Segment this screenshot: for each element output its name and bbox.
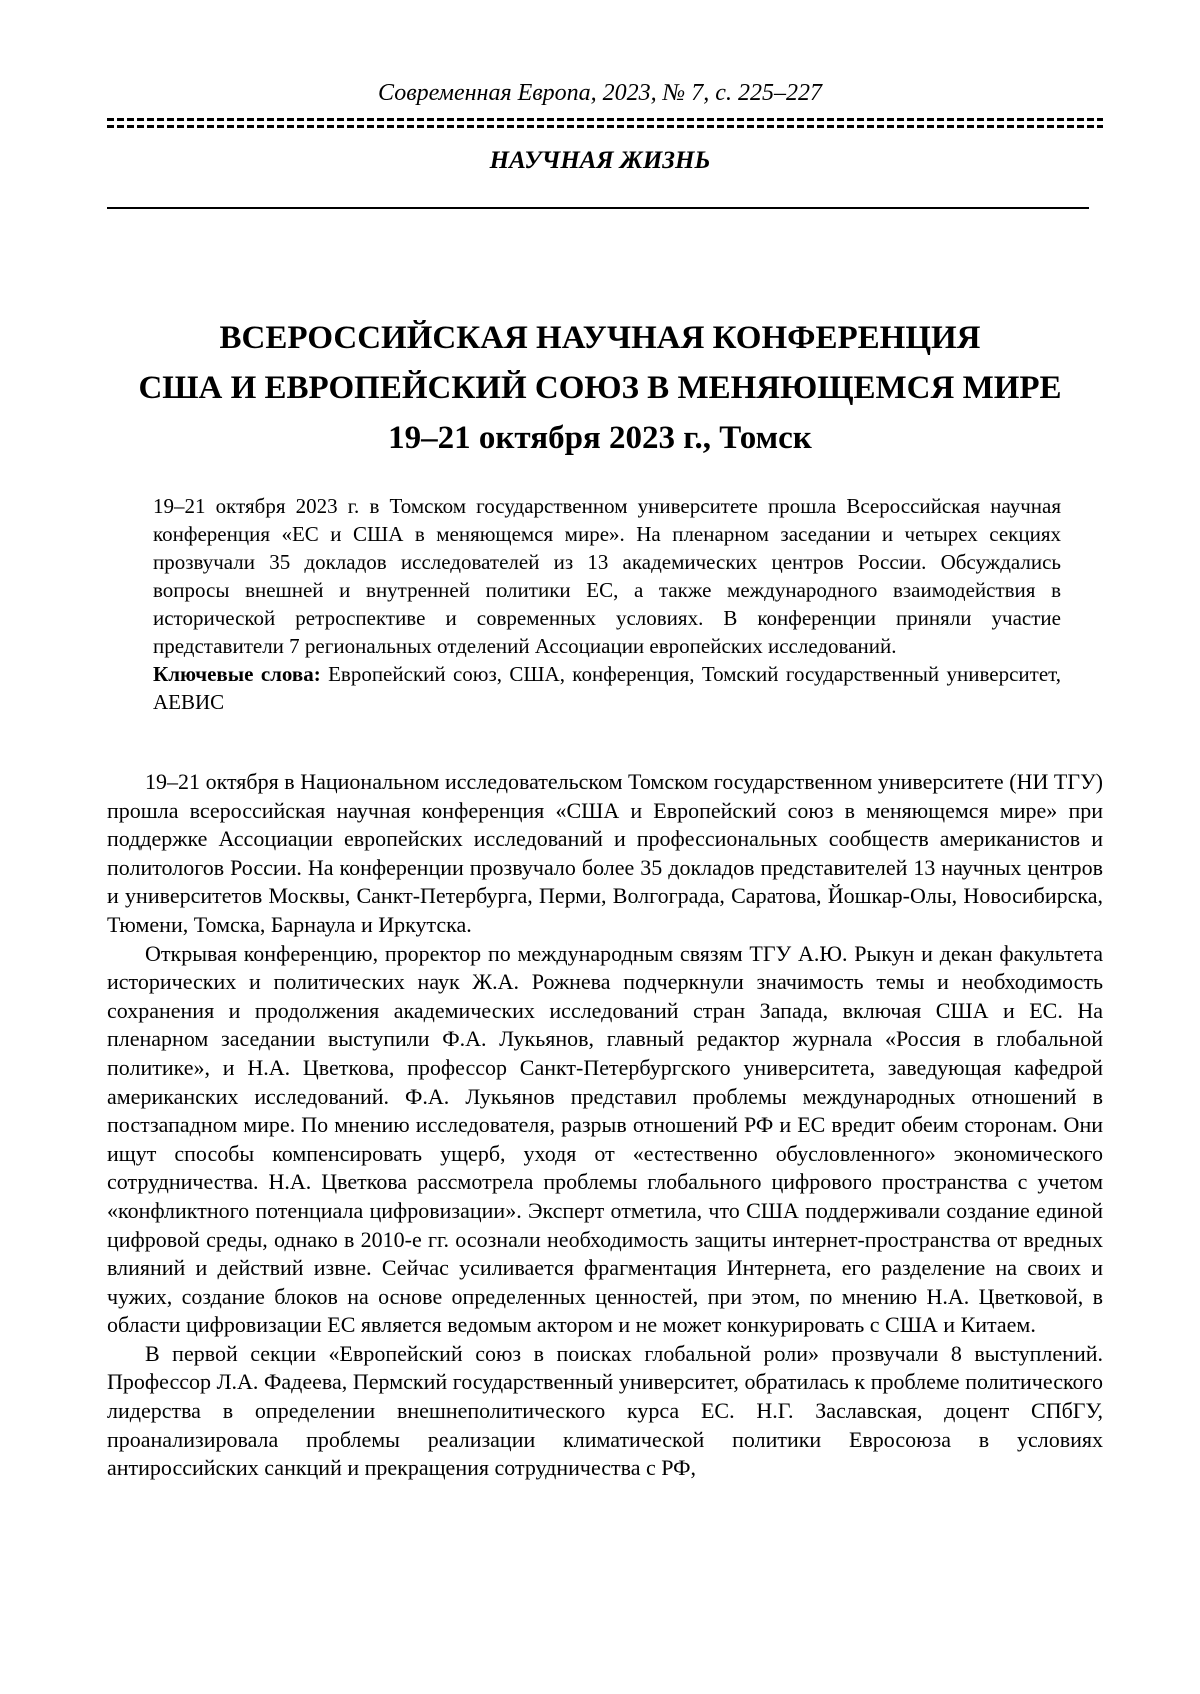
keywords-label: Ключевые слова: bbox=[153, 662, 321, 686]
body-paragraph-3: В первой секции «Европейский союз в поисках глобальной роли» прозвучали 8 выступлений. Профессор Л.А. Фадеева, Пермский государственный университет, обратилась к проблеме политического лидерства в определении внешнеполитического курса ЕС. Н.Г. Заславская, доцент СПбГУ, проанализировала проблемы реализации климатической политики Евросоюза в условиях антироссийских санкций и прекращения сотрудничества с РФ, bbox=[107, 1340, 1103, 1481]
header-double-rule bbox=[107, 116, 1103, 130]
body-paragraph-1: 19–21 октября в Национальном исследовательском Томском государственном университете (НИ ТГУ) прошла всероссийская научная конференция «США и Европейский союз в меняющемся мире» при поддержке Ассоциации европейских исследований и профессиональных сообществ американистов и политологов России. На конференции прозвучало более 35 докладов представителей 13 научных центров и университетов Москвы, Санкт-Петербурга, Перми, Волгограда, Саратова, Йошкар-Олы, Новосибирска, Тюмени, Томска, Барнаула и Иркутска. bbox=[107, 769, 1103, 937]
body-paragraph-2: Открывая конференцию, проректор по международным связям ТГУ А.Ю. Рыкун и декан факультета исторических и политических наук Ж.А. Рожнева подчеркнули значимость темы и необходимость сохранения и продолжения академических исследований стран Запада, включая США и ЕС. На пленарном заседании выступили Ф.А. Лукьянов, главный редактор журнала «Россия в глобальной политике», и Н.А. Цветкова, профессор Санкт-Петербургского университета, заведующая кафедрой американских исследований. Ф.А. Лукьянов представил проблемы международных отношений в постзападном мире. По мнению исследователя, разрыв отношений РФ и ЕС вредит обеим сторонам. Они ищут способы компенсировать ущерб, уходя от «естественно обусловленного» экономического сотрудничества. Н.А. Цветкова рассмотрела проблемы глобального цифрового пространства с учетом «конфликтного потенциала цифровизации». Эксперт отметила, что США поддерживали создание единой цифровой среды, однако в 2010-е гг. осознали необходимость защиты интернет-пространства от вредных влияний и действий извне. Сейчас усиливается фрагментация Интернета, его разделение на своих и чужих, создание блоков на основе определенных ценностей, при этом, по мнению Н.А. Цветковой, в области цифровизации ЕС является ведомым актором и не может конкурировать с США и Китаем. bbox=[107, 940, 1103, 1338]
journal-reference: Современная Европа, 2023, № 7, с. 225–227 bbox=[378, 80, 822, 106]
section-divider bbox=[107, 207, 1089, 209]
article-body bbox=[107, 768, 1103, 1483]
article-title bbox=[0, 313, 1200, 463]
keywords-list: Европейский союз, США, конференция, Томский государственный университет, АЕВИС bbox=[153, 662, 1061, 714]
abstract-text: 19–21 октября 2023 г. в Томском государственном университете прошла Всероссийская научная конференция «ЕС и США в меняющемся мире». На пленарном заседании и четырех секциях прозвучали 35 докладов исследователей из 13 академических центров России. Обсуждались вопросы внешней и внутренней политики ЕС, а также международного взаимодействия в исторической ретроспективе и современных условиях. В конференции приняли участие представители 7 региональных отделений Ассоциации европейских исследований. bbox=[153, 494, 1061, 658]
abstract bbox=[153, 492, 1061, 716]
section-heading: НАУЧНАЯ ЖИЗНЬ bbox=[489, 147, 711, 174]
article-title-line-3: 19–21 октября 2023 г., Томск bbox=[388, 420, 812, 456]
keywords bbox=[153, 660, 1061, 716]
article-title-line-2: США И ЕВРОПЕЙСКИЙ СОЮЗ В МЕНЯЮЩЕМСЯ МИРЕ bbox=[138, 370, 1062, 406]
article-title-line-1: ВСЕРОССИЙСКАЯ НАУЧНАЯ КОНФЕРЕНЦИЯ bbox=[219, 320, 981, 356]
